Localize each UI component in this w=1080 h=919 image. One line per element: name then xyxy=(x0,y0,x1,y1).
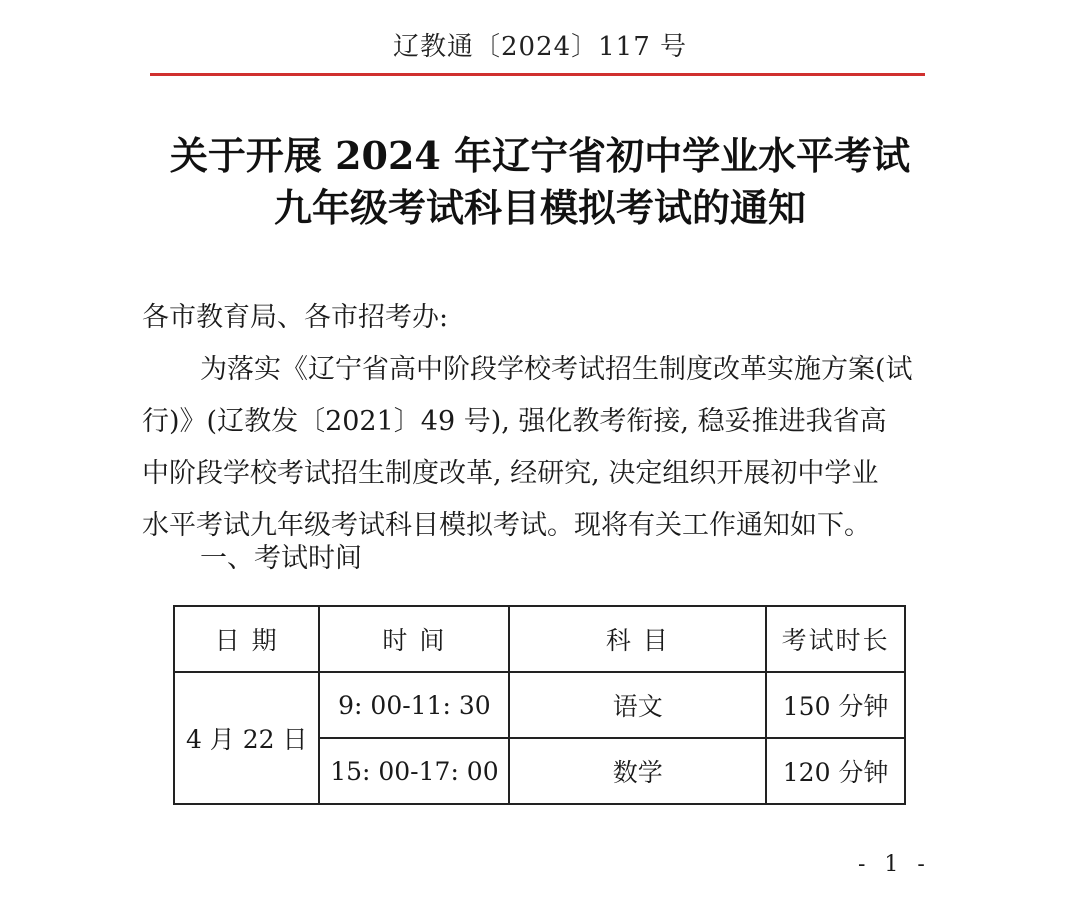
header-time: 时 间 xyxy=(319,606,509,672)
paragraph-line-2: 行)》(辽教发〔2021〕49 号), 强化教考衔接, 稳妥推进我省高 xyxy=(142,406,887,437)
date-cell: 4 月 22 日 xyxy=(174,672,319,804)
subject-cell: 数学 xyxy=(509,738,766,804)
header-duration: 考试时长 xyxy=(766,606,905,672)
page-number: - 1 - xyxy=(858,852,931,877)
header-date: 日 期 xyxy=(174,606,319,672)
duration-cell: 150 分钟 xyxy=(766,672,905,738)
document-number: 辽教通〔2024〕117 号 xyxy=(392,32,688,62)
document-title xyxy=(0,130,1080,234)
time-cell: 9: 00-11: 30 xyxy=(319,672,509,738)
table-row xyxy=(174,672,905,738)
table-header-row xyxy=(174,606,905,672)
subject-cell: 语文 xyxy=(509,672,766,738)
paragraph-line-4: 水平考试九年级考试科目模拟考试。现将有关工作通知如下。 xyxy=(142,510,871,541)
title-line-2: 九年级考试科目模拟考试的通知 xyxy=(273,185,806,230)
title-line-1: 关于开展 2024 年辽宁省初中学业水平考试 xyxy=(169,133,911,178)
duration-cell: 120 分钟 xyxy=(766,738,905,804)
paragraph-line-3: 中阶段学校考试招生制度改革, 经研究, 决定组织开展初中学业 xyxy=(142,458,879,489)
salutation: 各市教育局、各市招考办: xyxy=(142,302,449,333)
paragraph-line-1: 为落实《辽宁省高中阶段学校考试招生制度改革实施方案(试 xyxy=(200,354,913,385)
red-header-rule xyxy=(150,73,925,76)
time-cell: 15: 00-17: 00 xyxy=(319,738,509,804)
exam-schedule-table xyxy=(173,605,906,805)
section-heading-exam-time: 一、考试时间 xyxy=(200,543,362,574)
header-subject: 科 目 xyxy=(509,606,766,672)
